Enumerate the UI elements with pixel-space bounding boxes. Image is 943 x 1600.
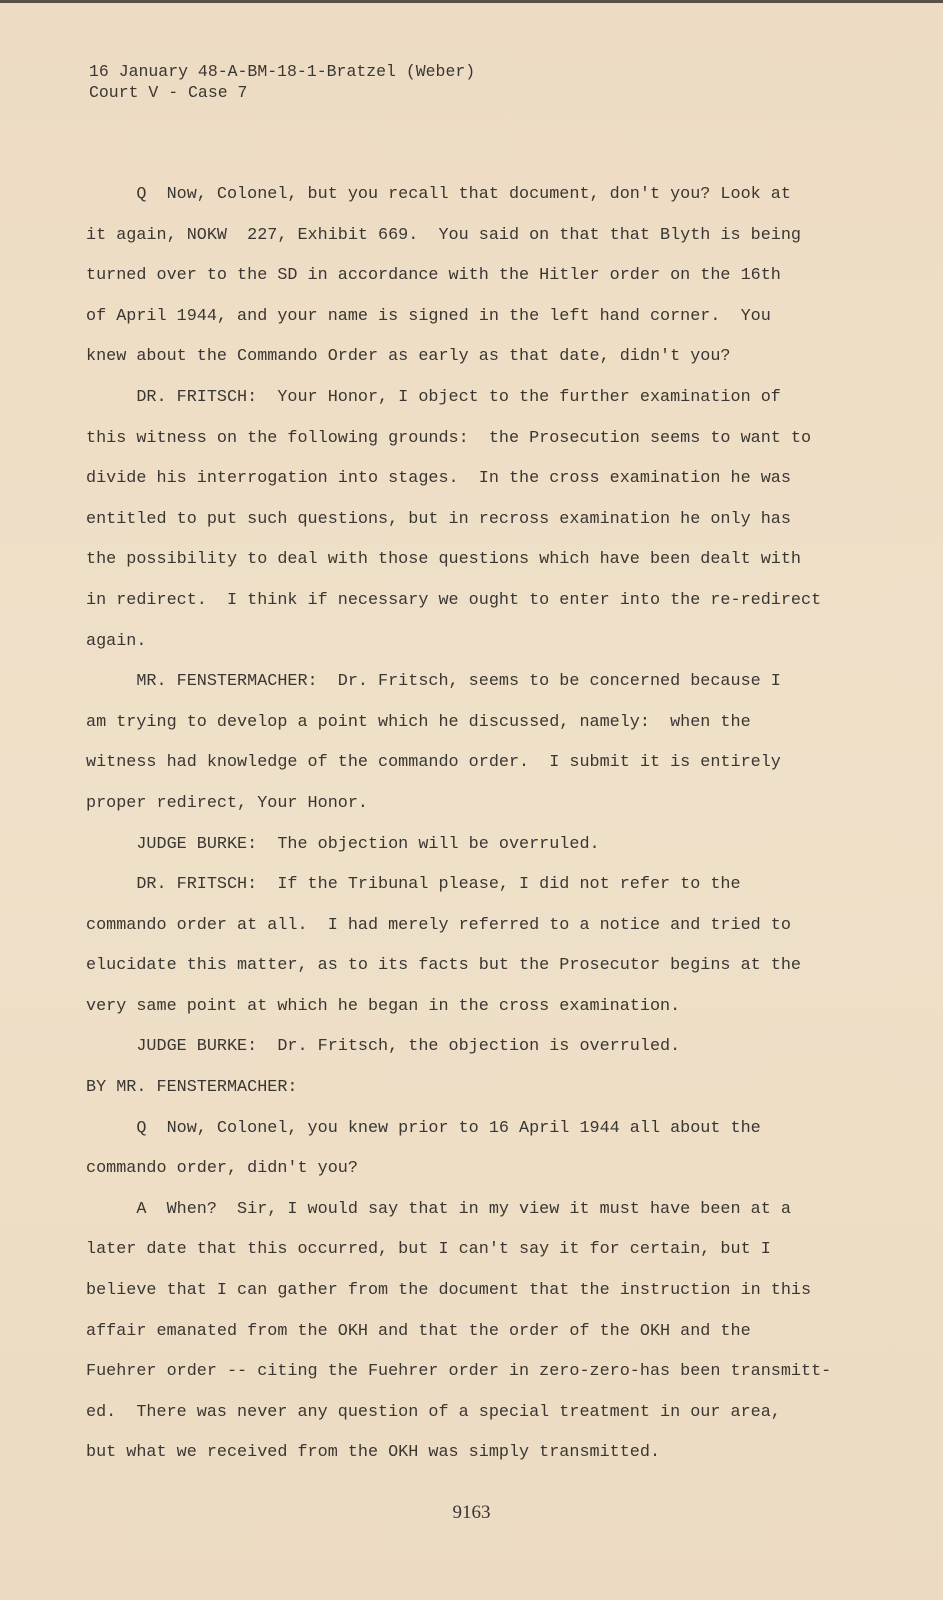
transcript-line: ed. There was never any question of a special treatment in our area,	[86, 1402, 781, 1422]
transcript-line: knew about the Commando Order as early as that date, didn't you?	[86, 347, 731, 367]
transcript-line: JUDGE BURKE: The objection will be overruled.	[86, 834, 600, 854]
transcript-line: the possibility to deal with those questions which have been dealt with	[86, 550, 801, 570]
transcript-line: MR. FENSTERMACHER: Dr. Fritsch, seems to be concerned because I	[86, 672, 781, 692]
transcript-line: proper redirect, Your Honor.	[86, 793, 368, 813]
transcript-line: of April 1944, and your name is signed in the left hand corner. You	[86, 306, 771, 326]
transcript-line: entitled to put such questions, but in recross examination he only has	[86, 509, 791, 529]
transcript-line: it again, NOKW 227, Exhibit 669. You said on that that Blyth is being	[86, 225, 801, 245]
page-number: 9163	[452, 1502, 491, 1523]
transcript-line: divide his interrogation into stages. In the cross examination he was	[86, 469, 791, 489]
transcript-line: again.	[86, 631, 147, 651]
transcript-line: elucidate this matter, as to its facts but the Prosecutor begins at the	[86, 956, 801, 976]
header-line-date-reference: 16 January 48-A-BM-18-1-Bratzel (Weber)	[89, 62, 476, 81]
transcript-line: Fuehrer order -- citing the Fuehrer order in zero-zero-has been transmitt-	[86, 1362, 832, 1382]
transcript-line: later date that this occurred, but I can't say it for certain, but I	[86, 1240, 771, 1260]
transcript-line: commando order at all. I had merely referred to a notice and tried to	[86, 915, 791, 935]
transcript-line: JUDGE BURKE: Dr. Fritsch, the objection is overruled.	[86, 1037, 681, 1057]
transcript-line: very same point at which he began in the cross examination.	[86, 996, 681, 1016]
transcript-line: witness had knowledge of the commando order. I submit it is entirely	[86, 753, 781, 773]
transcript-line: believe that I can gather from the document that the instruction in this	[86, 1281, 812, 1301]
transcript-line: turned over to the SD in accordance with the Hitler order on the 16th	[86, 266, 781, 286]
transcript-line: commando order, didn't you?	[86, 1159, 358, 1179]
transcript-line: DR. FRITSCH: If the Tribunal please, I did not refer to the	[86, 875, 741, 895]
transcript-line: affair emanated from the OKH and that the order of the OKH and the	[86, 1321, 751, 1341]
transcript-line: Q Now, Colonel, but you recall that document, don't you? Look at	[86, 185, 791, 204]
transcript-line: Q Now, Colonel, you knew prior to 16 April 1944 all about the	[86, 1118, 761, 1138]
header-line-court-case: Court V - Case 7	[89, 83, 248, 102]
transcript-line: BY MR. FENSTERMACHER:	[86, 1078, 298, 1098]
transcript-line: this witness on the following grounds: the Prosecution seems to want to	[86, 428, 812, 448]
transcript-line: A When? Sir, I would say that in my view it must have been at a	[86, 1199, 791, 1219]
document-header	[89, 61, 475, 103]
transcript-line: but what we received from the OKH was simply transmitted.	[86, 1443, 661, 1463]
transcript-body	[86, 175, 886, 1474]
transcript-line: DR. FRITSCH: Your Honor, I object to the further examination of	[86, 387, 781, 407]
transcript-line: in redirect. I think if necessary we ought to enter into the re-redirect	[86, 590, 822, 610]
transcript-line: am trying to develop a point which he discussed, namely: when the	[86, 712, 751, 732]
